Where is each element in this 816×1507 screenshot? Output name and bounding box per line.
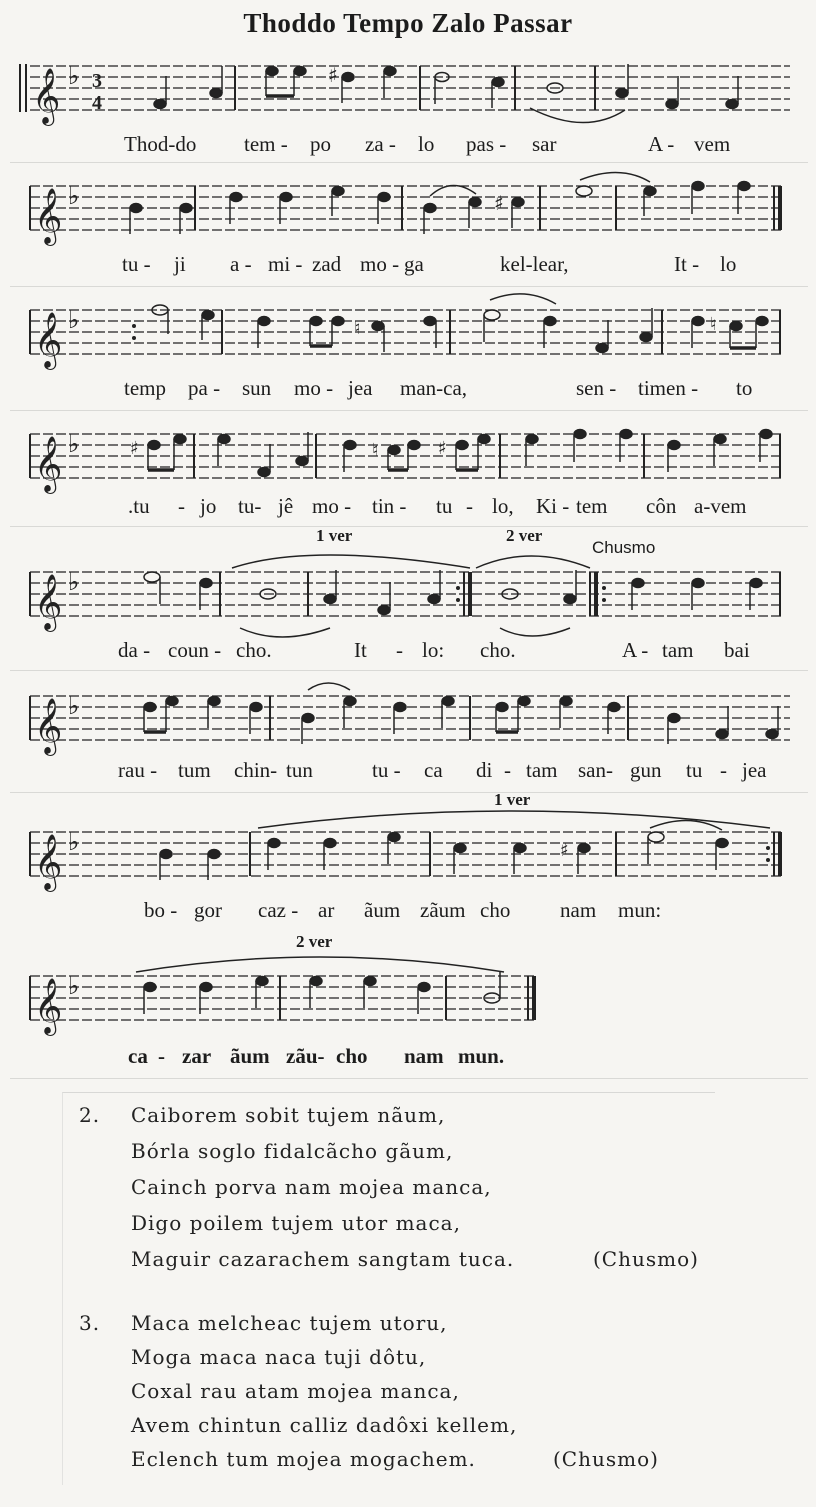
verse-line: Bórla soglo fidalcãcho gãum, <box>131 1139 454 1163</box>
lyric-row-5 <box>10 638 808 664</box>
lyric-syllable: rau - <box>118 758 158 782</box>
lyric-syllable: tu- <box>238 494 262 518</box>
lyric-syllable: tem - <box>244 132 288 156</box>
flat-icon: ♭ <box>68 692 80 720</box>
lyric-syllable: za - <box>365 132 396 156</box>
lyric-syllable: po <box>310 132 331 156</box>
volta-2-label: 2 ver <box>506 526 543 545</box>
lyric-syllable: zãum <box>420 898 466 922</box>
lyric-syllable: pa - <box>188 376 221 400</box>
flat-icon: ♭ <box>68 182 80 210</box>
lyric-syllable: cho <box>480 898 511 922</box>
lyric-syllable: mun. <box>458 1044 505 1068</box>
lyric-syllable: bo - <box>144 898 178 922</box>
music-system-2 <box>10 166 808 287</box>
lyric-syllable: zar <box>182 1044 212 1068</box>
lyric-syllable: ca <box>128 1044 148 1068</box>
lyric-syllable: cho <box>336 1044 368 1068</box>
svg-text:♯: ♯ <box>328 63 338 87</box>
staff-1 <box>10 46 808 126</box>
lyric-syllable: - <box>178 494 185 518</box>
verse-line: Avem chintun calliz dadôxi kellem, <box>131 1413 518 1437</box>
lyric-row-1 <box>10 132 808 158</box>
treble-clef-icon: 𝄞 <box>34 698 63 754</box>
staff-7 <box>10 808 808 912</box>
lyric-syllable: tu - <box>122 252 151 276</box>
lyric-syllable: lo, <box>492 494 514 518</box>
music-system-5 <box>10 526 808 671</box>
lyric-syllable: tem <box>576 494 608 518</box>
lyric-syllable: - <box>504 758 511 782</box>
lyric-syllable: tu - <box>372 758 401 782</box>
treble-clef-icon: 𝄞 <box>34 436 63 492</box>
lyric-syllable: tu <box>436 494 453 518</box>
chorus-label: Chusmo <box>592 538 656 557</box>
staff-6 <box>10 676 808 756</box>
lyric-syllable: mo - <box>312 494 352 518</box>
chorus-reference: (Chusmo) <box>593 1247 699 1271</box>
flat-icon: ♭ <box>68 568 80 596</box>
lyric-syllable: lo <box>720 252 737 276</box>
svg-text:♮: ♮ <box>372 440 379 461</box>
verse-line: Maca melcheac tujem utoru, <box>131 1311 448 1335</box>
lyric-syllable: tam <box>662 638 694 662</box>
treble-clef-icon: 𝄞 <box>34 978 63 1034</box>
flat-icon: ♭ <box>68 828 80 856</box>
lyric-syllable: - <box>158 1044 165 1068</box>
lyric-syllable: gor <box>194 898 222 922</box>
lyric-syllable: nam <box>404 1044 444 1068</box>
lyric-syllable: a - <box>230 252 252 276</box>
svg-text:♯: ♯ <box>130 438 139 459</box>
flat-icon: ♭ <box>68 430 80 458</box>
lyric-syllable: gun <box>630 758 662 782</box>
lyric-syllable: jê <box>278 494 294 518</box>
lyric-syllable: tun <box>286 758 313 782</box>
lyric-syllable: temp <box>124 376 166 400</box>
lyric-syllable: ãum <box>364 898 401 922</box>
treble-clef-icon: 𝄞 <box>34 834 63 890</box>
lyric-syllable: mi - <box>268 252 303 276</box>
music-system-8 <box>10 932 808 1079</box>
lyric-syllable: A - <box>622 638 649 662</box>
time-signature-top: 3 <box>92 70 102 92</box>
lyric-syllable: jea <box>348 376 373 400</box>
lyric-syllable: chin- <box>234 758 278 782</box>
staff-4 <box>10 414 808 494</box>
lyric-syllable: jo <box>200 494 217 518</box>
verse-line: Cainch porva nam mojea manca, <box>131 1175 492 1199</box>
verse-line: Caiborem sobit tujem nãum, <box>131 1103 446 1127</box>
lyric-syllable: Thod-do <box>124 132 197 156</box>
lyric-syllable: tin - <box>372 494 407 518</box>
music-system-6 <box>10 676 808 793</box>
lyric-row-4 <box>10 494 808 520</box>
lyric-syllable: mo - <box>360 252 400 276</box>
flat-icon: ♭ <box>68 62 80 90</box>
lyric-syllable: It - <box>674 252 700 276</box>
song-title: Thoddo Tempo Zalo Passar <box>243 8 573 38</box>
lyric-row-6 <box>10 758 808 784</box>
lyric-syllable: ca <box>424 758 443 782</box>
lyric-syllable: da - <box>118 638 151 662</box>
verse-line: Digo poilem tujem utor maca, <box>131 1211 461 1235</box>
treble-clef-icon: 𝄞 <box>34 188 63 244</box>
verses-block <box>62 1092 715 1485</box>
lyric-syllable: mun: <box>618 898 662 922</box>
lyric-syllable: mo - <box>294 376 334 400</box>
verse-line: Moga maca naca tuji dôtu, <box>131 1345 427 1369</box>
music-system-4 <box>10 414 808 527</box>
svg-text:♯: ♯ <box>494 191 504 215</box>
lyric-syllable: ãum <box>230 1044 270 1068</box>
svg-text:♯: ♯ <box>560 840 569 861</box>
lyric-syllable: A - <box>648 132 675 156</box>
lyric-syllable: - <box>396 638 403 662</box>
lyric-syllable: ar <box>318 898 335 922</box>
lyric-syllable: tam <box>526 758 558 782</box>
lyric-syllable: It <box>354 638 367 662</box>
lyric-syllable: - <box>720 758 727 782</box>
lyric-syllable: ji <box>174 252 186 276</box>
treble-clef-icon: 𝄞 <box>34 574 63 630</box>
volta-2-label: 2 ver <box>296 932 333 951</box>
lyric-syllable: vem <box>694 132 731 156</box>
chorus-reference: (Chusmo) <box>553 1447 659 1471</box>
lyric-row-8 <box>10 1044 808 1070</box>
lyric-syllable: .tu <box>128 494 150 518</box>
staff-3 <box>10 290 808 370</box>
verse-3 <box>63 1311 715 1491</box>
lyric-syllable: pas - <box>466 132 507 156</box>
svg-text:♮: ♮ <box>354 318 361 339</box>
music-system-1 <box>10 46 808 163</box>
time-signature-bottom: 4 <box>92 92 102 114</box>
verse-number: 3. <box>79 1311 101 1335</box>
lyric-syllable: timen - <box>638 376 699 400</box>
lyric-syllable: zad <box>312 252 342 276</box>
treble-clef-icon: 𝄞 <box>34 312 63 368</box>
verse-line: Maguir cazarachem sangtam tuca. <box>131 1247 515 1271</box>
lyric-syllable: caz - <box>258 898 299 922</box>
lyric-syllable: cho. <box>480 638 516 662</box>
lyric-syllable: kel-lear, <box>500 252 569 276</box>
lyric-syllable: sen - <box>576 376 617 400</box>
lyric-syllable: coun - <box>168 638 222 662</box>
lyric-syllable: - <box>466 494 473 518</box>
lyric-syllable: Ki - <box>536 494 570 518</box>
flat-icon: ♭ <box>68 306 80 334</box>
lyric-syllable: lo: <box>422 638 445 662</box>
verse-line: Coxal rau atam mojea manca, <box>131 1379 460 1403</box>
music-system-3 <box>10 290 808 411</box>
staff-2 <box>10 166 808 246</box>
treble-clef-icon: 𝄞 <box>32 68 61 124</box>
lyric-syllable: di <box>476 758 493 782</box>
lyric-syllable: zãu- <box>286 1044 325 1068</box>
lyric-syllable: a-vem <box>694 494 747 518</box>
lyric-syllable: cho. <box>236 638 272 662</box>
lyric-syllable: ga <box>404 252 424 276</box>
lyric-syllable: côn <box>646 494 677 518</box>
svg-text:♮: ♮ <box>710 314 717 335</box>
lyric-syllable: jea <box>742 758 767 782</box>
lyric-syllable: lo <box>418 132 435 156</box>
lyric-syllable: man-ca, <box>400 376 468 400</box>
lyric-syllable: to <box>736 376 753 400</box>
lyric-syllable: sun <box>242 376 272 400</box>
volta-1-label: 1 ver <box>494 790 531 809</box>
lyric-row-3 <box>10 376 808 402</box>
lyric-syllable: sar <box>532 132 557 156</box>
staff-8 <box>10 952 570 1056</box>
volta-1-label: 1 ver <box>316 526 353 545</box>
music-system-7 <box>10 788 808 930</box>
lyric-syllable: san- <box>578 758 613 782</box>
lyric-syllable: bai <box>724 638 750 662</box>
lyric-syllable: tum <box>178 758 211 782</box>
lyric-syllable: tu <box>686 758 703 782</box>
svg-text:♯: ♯ <box>438 438 447 459</box>
flat-icon: ♭ <box>68 972 80 1000</box>
lyric-row-2 <box>10 252 808 278</box>
verse-2 <box>63 1103 715 1283</box>
verse-number: 2. <box>79 1103 101 1127</box>
verse-line: Eclench tum mojea mogachem. <box>131 1447 476 1471</box>
lyric-row-7 <box>10 898 808 924</box>
lyric-syllable: nam <box>560 898 597 922</box>
